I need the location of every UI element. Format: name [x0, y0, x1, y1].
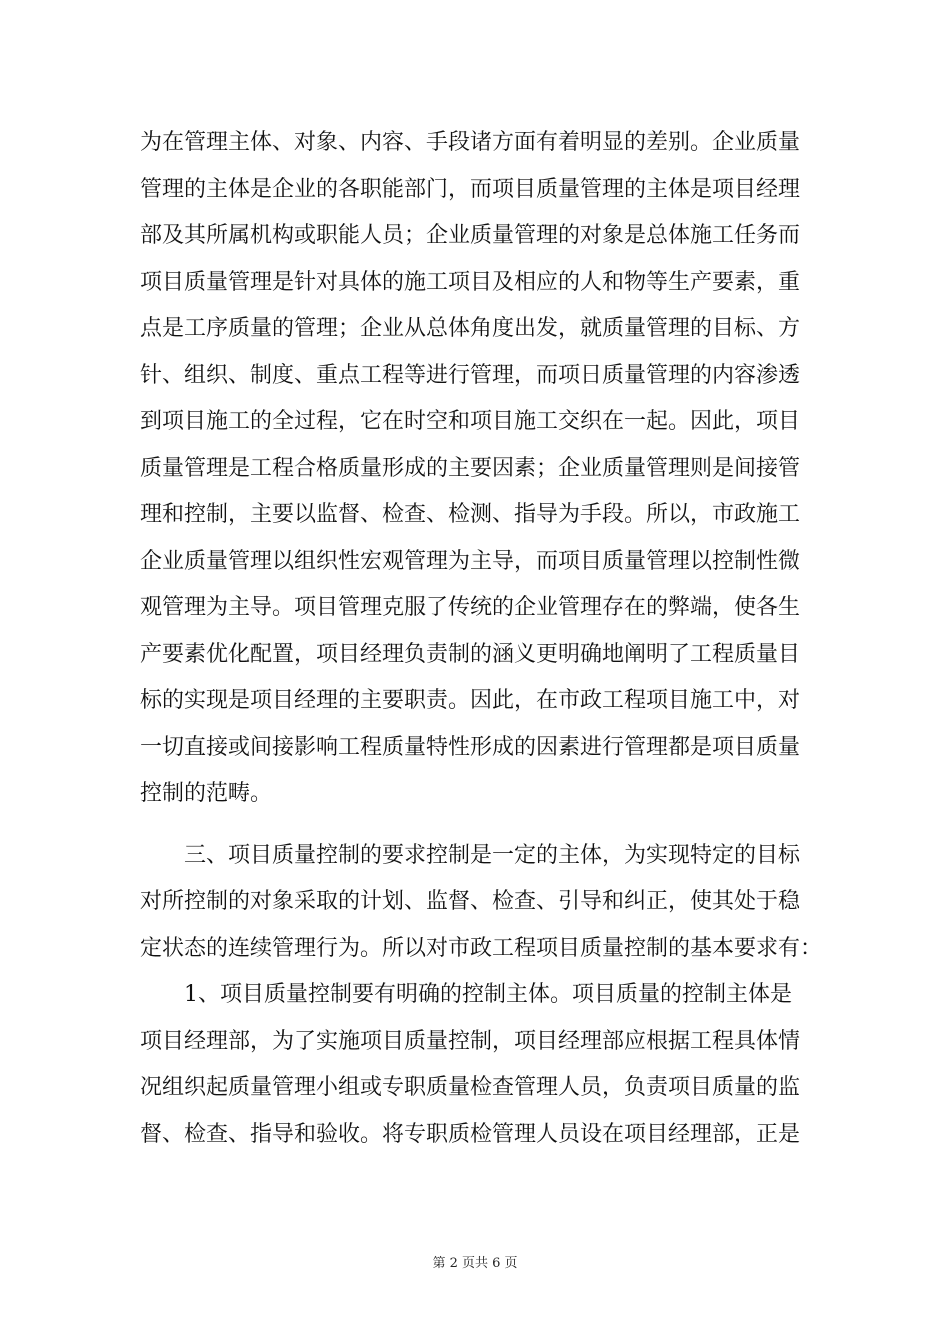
text-line: 理和控制，主要以监督、检查、检测、指导为手段。所以，市政施工: [140, 502, 801, 527]
text-line: 为在管理主体、对象、内容、手段诸方面有着明显的差别。企业质量: [140, 130, 801, 155]
text-line: 管理的主体是企业的各职能部门，而项目质量管理的主体是项目经理: [140, 176, 801, 202]
text-line: 质量管理是工程合格质量形成的主要因素；企业质量管理则是间接管: [140, 455, 801, 481]
page-number-footer: 第 2 页共 6 页: [432, 1256, 518, 1271]
text-line: 1、项目质量控制要有明确的控制主体。项目质量的控制主体是: [140, 982, 792, 1007]
paragraph-2: [140, 833, 823, 1159]
text-line: 标的实现是项目经理的主要职责。因此，在市政工程项目施工中，对: [140, 688, 801, 713]
text-line: 企业质量管理以组织性宏观管理为主导，而项目质量管理以控制性微: [140, 548, 801, 574]
text-line: 到项目施工的全过程，它在时空和项目施工交织在一起。因此，项目: [140, 409, 801, 434]
text-line: 督、检查、指导和验收。将专职质检管理人员设在项目经理部，正是: [140, 1121, 801, 1147]
text-line: 控制的范畴。: [140, 781, 273, 806]
text-line: 对所控制的对象采取的计划、监督、检查、引导和纠正，使其处于稳: [140, 889, 801, 914]
text-line: 定状态的连续管理行为。所以对市政工程项目质量控制的基本要求有：: [140, 935, 823, 961]
text-line: 部及其所属机构或职能人员；企业质量管理的对象是总体施工任务而: [140, 223, 801, 248]
text-line: 点是工序质量的管理；企业从总体角度出发，就质量管理的目标、方: [140, 316, 801, 341]
text-line: 产要素优化配置，项目经理负责制的涵义更明确地阐明了工程质量目: [140, 641, 801, 667]
body-text: [140, 120, 823, 1158]
text-line: 三、项目质量控制的要求控制是一定的主体，为实现特定的目标: [140, 842, 801, 868]
paragraph-spacer: [140, 818, 820, 833]
text-line: 项目质量管理是针对具体的施工项目及相应的人和物等生产要素，重: [140, 269, 801, 295]
paragraph-1: [140, 120, 820, 818]
text-line: 观管理为主导。项目管理克服了传统的企业管理存在的弊端，使各生: [140, 595, 801, 620]
text-line: 况组织起质量管理小组或专职质量检查管理人员，负责项目质量的监: [140, 1075, 801, 1100]
text-line: 项目经理部，为了实施项目质量控制，项目经理部应根据工程具体情: [140, 1028, 801, 1054]
text-line: 针、组织、制度、重点工程等进行管理，而项日质量管理的内容渗透: [140, 362, 801, 388]
text-line: 一切直接或间接影响工程质量特性形成的因素进行管理都是项目质量: [140, 734, 801, 760]
